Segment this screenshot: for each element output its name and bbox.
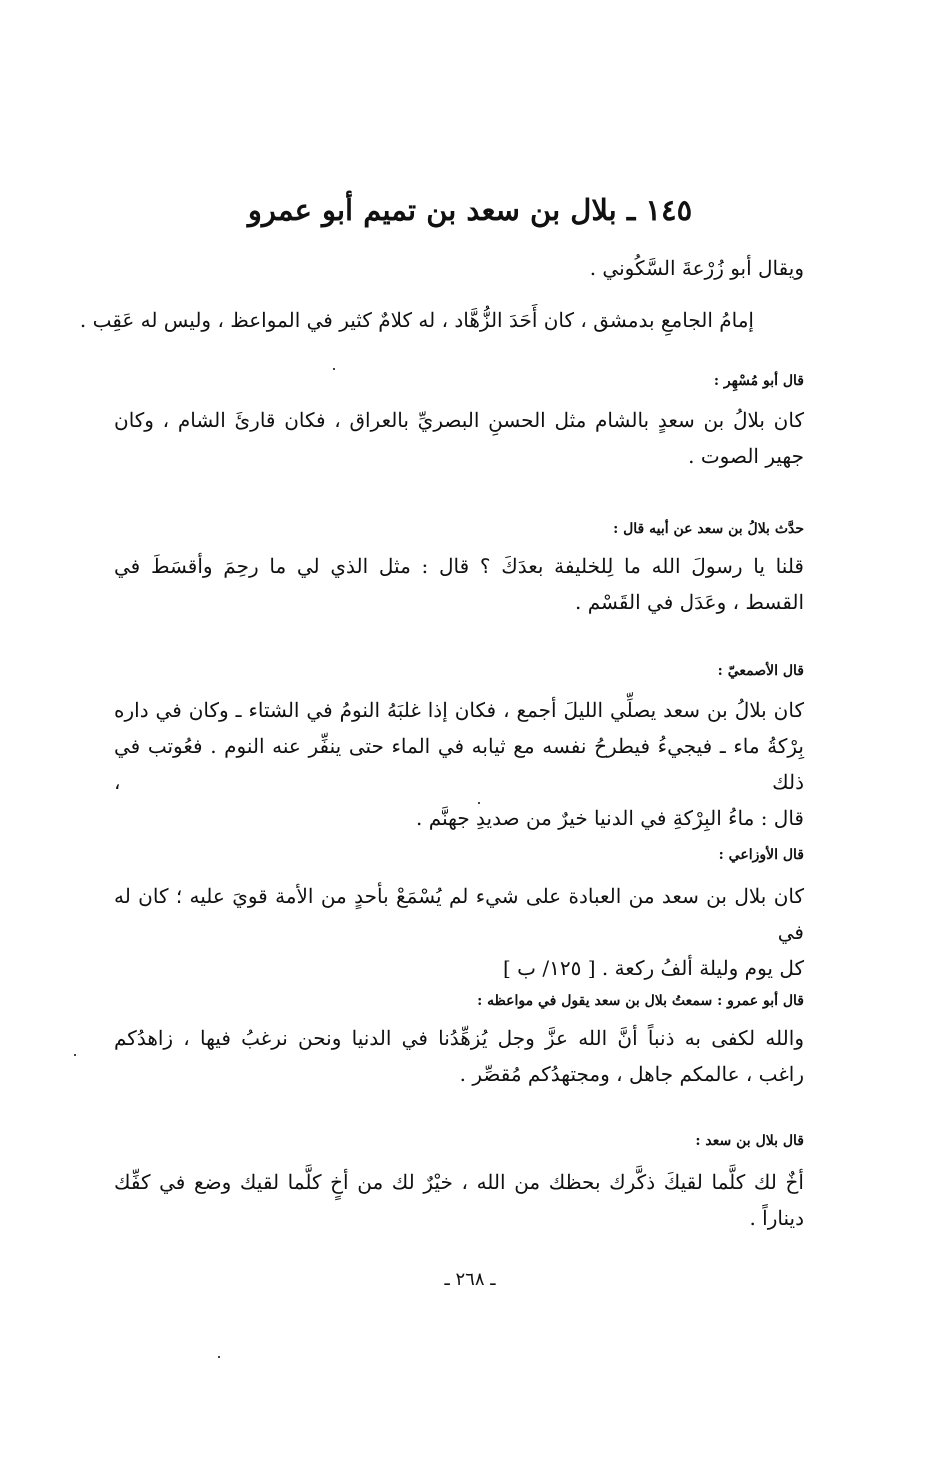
body-line: القسط ، وعَدَل في القَسْم . <box>575 590 804 614</box>
biography-title: ١٤٥ ـ بلال بن سعد بن تميم أبو عمرو <box>247 193 693 227</box>
scan-speck <box>478 802 480 804</box>
body-line: والله لكفى به ذنباً أنَّ الله عزَّ وجل يُزهِّدُنا في الدنيا ونحن نرغبُ فيها ، زاهدُكم <box>114 1026 804 1050</box>
narrator-label: قال بلال بن سعد : <box>695 1133 804 1149</box>
intro-line: ويقال أبو زُرْعةَ السَّكُوني . <box>589 256 804 280</box>
body-line: كان بلالُ بن سعدٍ بالشام مثل الحسنِ البصريِّ بالعراق ، فكان قارئَ الشام ، وكان <box>114 408 804 432</box>
section-abu-mushir <box>114 368 804 474</box>
intro-block-2 <box>79 302 754 338</box>
section-asmai <box>114 658 804 836</box>
section-abu-amr <box>114 988 804 1092</box>
intro-block <box>114 250 804 286</box>
narrator-label: حدَّث بلالُ بن سعد عن أبيه قال : <box>613 521 804 537</box>
section-awzai <box>114 842 804 986</box>
scan-speck <box>333 368 335 370</box>
body-line: بِرْكةُ ماء ـ فيجيءُ فيطرحُ نفسه مع ثيابه في الماء حتى ينفِّر عنه النوم . فعُوتب في ذلك ، <box>114 734 804 794</box>
body-line: كان بلالُ بن سعد يصلِّي الليلَ أجمع ، فكان إذا غلبَهُ النومُ في الشتاء ـ وكان في داره <box>114 698 804 722</box>
section-bilal-father <box>114 516 804 620</box>
narrator-label: قال الأوزاعي : <box>718 847 804 863</box>
scan-speck <box>74 1054 76 1056</box>
body-line: قال : ماءُ البِرْكةِ في الدنيا خيرٌ من صديدِ جهنَّم . <box>416 806 804 830</box>
narrator-label: قال الأصمعيّ : <box>717 663 804 679</box>
body-line: ديناراً . <box>749 1206 804 1230</box>
page-number: ـ ٢٦٨ ـ <box>444 1269 496 1290</box>
body-line: قلنا يا رسولَ الله ما لِلخليفة بعدَكَ ؟ قال : مثل الذي لي ما رحِمَ وأقسَطَ في <box>114 554 804 578</box>
body-line: كل يوم وليلة ألفُ ركعة . [ ١٢٥/ ب ] <box>503 956 804 980</box>
narrator-label: قال أبو مُسْهِر : <box>713 373 804 389</box>
body-line: كان بلال بن سعد من العبادة على شيء لم يُسْمَعْ بأحدٍ من الأمة قويَ عليه ؛ كان له في <box>114 884 805 944</box>
body-line: أخٌ لك كلَّما لقيكَ ذكَّرك بحظك من الله ، خيْرٌ لك من أخٍ كلَّما لقيك وضع في كفِّك <box>114 1170 804 1194</box>
scan-speck <box>218 1356 220 1358</box>
body-line: راغب ، عالمكم جاهل ، ومجتهدُكم مُقصِّر . <box>459 1062 804 1086</box>
section-bilal-saying <box>114 1128 804 1236</box>
narrator-label: قال أبو عمرو : سمعتُ بلال بن سعد يقول في مواعظه : <box>477 993 804 1009</box>
intro-line: إمامُ الجامعِ بدمشق ، كان أَحَدَ الزُّهَّاد ، له كلامٌ كثير في المواعظ ، وليس له عَقِب . <box>79 308 754 332</box>
body-line: جهير الصوت . <box>688 444 804 468</box>
